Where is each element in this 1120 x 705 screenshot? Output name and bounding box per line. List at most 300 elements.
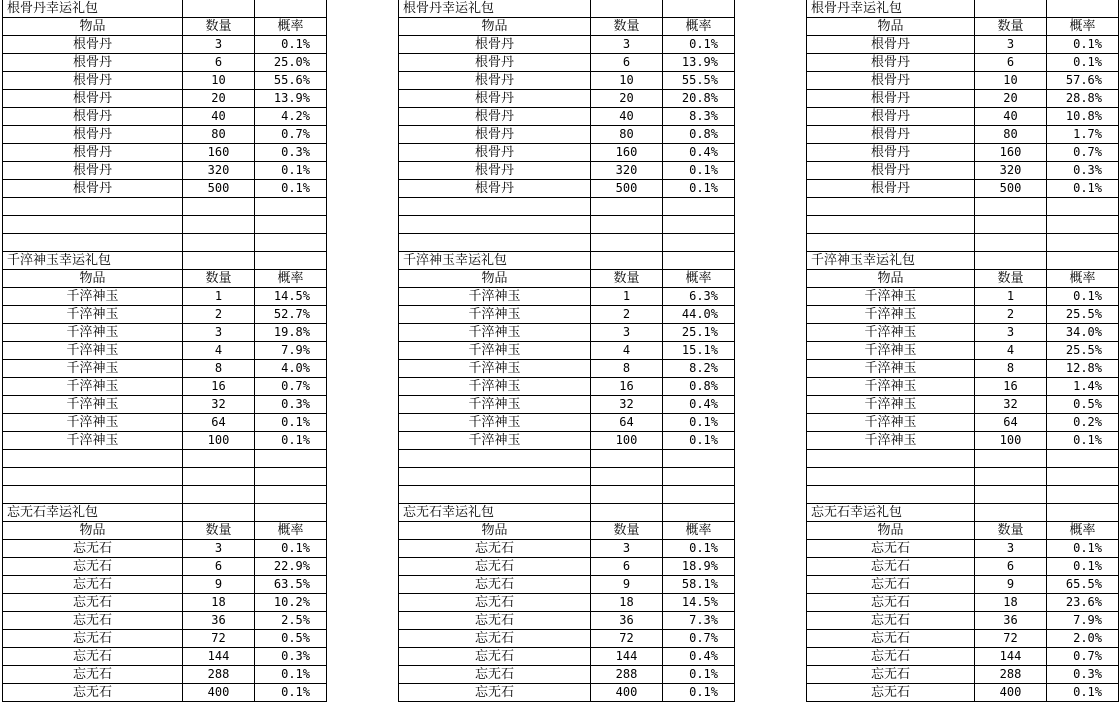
quantity-cell[interactable]: 8 <box>591 360 663 378</box>
item-cell[interactable]: 根骨丹 <box>807 126 975 144</box>
item-cell[interactable]: 千淬神玉 <box>807 396 975 414</box>
empty-cell[interactable] <box>663 198 735 216</box>
item-cell[interactable]: 忘无石 <box>807 576 975 594</box>
quantity-cell[interactable]: 2 <box>975 306 1047 324</box>
empty-cell[interactable] <box>807 234 975 252</box>
quantity-cell[interactable]: 10 <box>183 72 255 90</box>
probability-cell[interactable]: 0.3% <box>255 396 327 414</box>
probability-cell[interactable]: 0.1% <box>663 432 735 450</box>
empty-cell[interactable] <box>807 198 975 216</box>
quantity-cell[interactable]: 2 <box>183 306 255 324</box>
item-cell[interactable]: 忘无石 <box>807 558 975 576</box>
item-cell[interactable]: 忘无石 <box>399 558 591 576</box>
empty-cell[interactable] <box>3 450 183 468</box>
probability-cell[interactable]: 1.4% <box>1047 378 1119 396</box>
empty-cell[interactable] <box>591 0 663 18</box>
empty-cell[interactable] <box>1047 486 1119 504</box>
item-cell[interactable]: 千淬神玉 <box>3 396 183 414</box>
probability-cell[interactable]: 0.1% <box>663 540 735 558</box>
item-cell[interactable]: 根骨丹 <box>807 180 975 198</box>
probability-cell[interactable]: 0.4% <box>663 144 735 162</box>
quantity-cell[interactable]: 6 <box>183 54 255 72</box>
empty-cell[interactable] <box>975 504 1047 522</box>
item-cell[interactable]: 忘无石 <box>399 612 591 630</box>
probability-cell[interactable]: 0.5% <box>255 630 327 648</box>
quantity-cell[interactable]: 20 <box>591 90 663 108</box>
empty-cell[interactable] <box>183 252 255 270</box>
item-cell[interactable]: 根骨丹 <box>807 108 975 126</box>
probability-cell[interactable]: 19.8% <box>255 324 327 342</box>
quantity-cell[interactable]: 3 <box>183 324 255 342</box>
quantity-cell[interactable]: 40 <box>183 108 255 126</box>
quantity-cell[interactable]: 4 <box>975 342 1047 360</box>
probability-cell[interactable]: 2.0% <box>1047 630 1119 648</box>
probability-cell[interactable]: 8.2% <box>663 360 735 378</box>
item-cell[interactable]: 根骨丹 <box>3 180 183 198</box>
quantity-cell[interactable]: 400 <box>975 684 1047 702</box>
empty-cell[interactable] <box>399 234 591 252</box>
probability-cell[interactable]: 55.6% <box>255 72 327 90</box>
header-quantity[interactable]: 数量 <box>591 522 663 540</box>
empty-cell[interactable] <box>3 234 183 252</box>
quantity-cell[interactable]: 100 <box>975 432 1047 450</box>
quantity-cell[interactable]: 36 <box>183 612 255 630</box>
quantity-cell[interactable]: 100 <box>591 432 663 450</box>
item-cell[interactable]: 千淬神玉 <box>399 324 591 342</box>
header-probability[interactable]: 概率 <box>255 522 327 540</box>
item-cell[interactable]: 千淬神玉 <box>399 378 591 396</box>
probability-cell[interactable]: 0.7% <box>1047 144 1119 162</box>
empty-cell[interactable] <box>1047 198 1119 216</box>
quantity-cell[interactable]: 18 <box>591 594 663 612</box>
probability-cell[interactable]: 52.7% <box>255 306 327 324</box>
item-cell[interactable]: 忘无石 <box>3 594 183 612</box>
item-cell[interactable]: 千淬神玉 <box>3 288 183 306</box>
probability-cell[interactable]: 23.6% <box>1047 594 1119 612</box>
probability-cell[interactable]: 0.1% <box>663 666 735 684</box>
item-cell[interactable]: 忘无石 <box>3 684 183 702</box>
empty-cell[interactable] <box>663 450 735 468</box>
probability-cell[interactable]: 0.1% <box>663 162 735 180</box>
empty-cell[interactable] <box>1047 216 1119 234</box>
header-quantity[interactable]: 数量 <box>975 522 1047 540</box>
header-quantity[interactable]: 数量 <box>591 18 663 36</box>
empty-cell[interactable] <box>255 504 327 522</box>
empty-cell[interactable] <box>975 252 1047 270</box>
empty-cell[interactable] <box>255 216 327 234</box>
item-cell[interactable]: 根骨丹 <box>3 90 183 108</box>
quantity-cell[interactable]: 3 <box>591 36 663 54</box>
quantity-cell[interactable]: 6 <box>183 558 255 576</box>
empty-cell[interactable] <box>183 504 255 522</box>
empty-cell[interactable] <box>663 0 735 18</box>
empty-cell[interactable] <box>255 252 327 270</box>
pack-title-wangwushi[interactable]: 忘无石幸运礼包 <box>3 504 183 522</box>
probability-cell[interactable]: 0.8% <box>663 378 735 396</box>
pack-title-wangwushi[interactable]: 忘无石幸运礼包 <box>807 504 975 522</box>
item-cell[interactable]: 忘无石 <box>399 630 591 648</box>
probability-cell[interactable]: 0.3% <box>1047 666 1119 684</box>
quantity-cell[interactable]: 72 <box>591 630 663 648</box>
probability-cell[interactable]: 0.7% <box>255 378 327 396</box>
probability-cell[interactable]: 0.3% <box>255 648 327 666</box>
empty-cell[interactable] <box>3 486 183 504</box>
probability-cell[interactable]: 0.5% <box>1047 396 1119 414</box>
quantity-cell[interactable]: 288 <box>591 666 663 684</box>
probability-cell[interactable]: 6.3% <box>663 288 735 306</box>
empty-cell[interactable] <box>1047 252 1119 270</box>
quantity-cell[interactable]: 9 <box>183 576 255 594</box>
empty-cell[interactable] <box>663 216 735 234</box>
empty-cell[interactable] <box>183 234 255 252</box>
item-cell[interactable]: 忘无石 <box>3 558 183 576</box>
probability-cell[interactable]: 25.5% <box>1047 342 1119 360</box>
empty-cell[interactable] <box>3 198 183 216</box>
item-cell[interactable]: 千淬神玉 <box>399 306 591 324</box>
empty-cell[interactable] <box>255 0 327 18</box>
item-cell[interactable]: 根骨丹 <box>399 54 591 72</box>
empty-cell[interactable] <box>807 468 975 486</box>
header-probability[interactable]: 概率 <box>1047 270 1119 288</box>
quantity-cell[interactable]: 36 <box>975 612 1047 630</box>
item-cell[interactable]: 千淬神玉 <box>807 360 975 378</box>
item-cell[interactable]: 忘无石 <box>807 666 975 684</box>
probability-cell[interactable]: 0.7% <box>1047 648 1119 666</box>
probability-cell[interactable]: 0.4% <box>663 648 735 666</box>
empty-cell[interactable] <box>399 216 591 234</box>
empty-cell[interactable] <box>591 234 663 252</box>
probability-cell[interactable]: 18.9% <box>663 558 735 576</box>
item-cell[interactable]: 根骨丹 <box>399 162 591 180</box>
probability-cell[interactable]: 7.9% <box>1047 612 1119 630</box>
quantity-cell[interactable]: 500 <box>183 180 255 198</box>
item-cell[interactable]: 千淬神玉 <box>807 324 975 342</box>
quantity-cell[interactable]: 100 <box>183 432 255 450</box>
probability-cell[interactable]: 7.3% <box>663 612 735 630</box>
quantity-cell[interactable]: 6 <box>975 558 1047 576</box>
quantity-cell[interactable]: 9 <box>975 576 1047 594</box>
header-probability[interactable]: 概率 <box>663 18 735 36</box>
quantity-cell[interactable]: 80 <box>975 126 1047 144</box>
item-cell[interactable]: 根骨丹 <box>3 144 183 162</box>
header-quantity[interactable]: 数量 <box>591 270 663 288</box>
quantity-cell[interactable]: 500 <box>975 180 1047 198</box>
probability-cell[interactable]: 25.1% <box>663 324 735 342</box>
probability-cell[interactable]: 7.9% <box>255 342 327 360</box>
empty-cell[interactable] <box>183 468 255 486</box>
item-cell[interactable]: 千淬神玉 <box>3 342 183 360</box>
quantity-cell[interactable]: 8 <box>183 360 255 378</box>
item-cell[interactable]: 千淬神玉 <box>399 432 591 450</box>
quantity-cell[interactable]: 16 <box>975 378 1047 396</box>
pack-title-genggudan[interactable]: 根骨丹幸运礼包 <box>3 0 183 18</box>
header-probability[interactable]: 概率 <box>1047 18 1119 36</box>
probability-cell[interactable]: 13.9% <box>663 54 735 72</box>
empty-cell[interactable] <box>1047 450 1119 468</box>
quantity-cell[interactable]: 2 <box>591 306 663 324</box>
item-cell[interactable]: 忘无石 <box>399 648 591 666</box>
quantity-cell[interactable]: 8 <box>975 360 1047 378</box>
item-cell[interactable]: 根骨丹 <box>3 162 183 180</box>
probability-cell[interactable]: 44.0% <box>663 306 735 324</box>
probability-cell[interactable]: 0.1% <box>255 666 327 684</box>
item-cell[interactable]: 忘无石 <box>399 540 591 558</box>
quantity-cell[interactable]: 1 <box>591 288 663 306</box>
probability-cell[interactable]: 0.8% <box>663 126 735 144</box>
quantity-cell[interactable]: 144 <box>183 648 255 666</box>
empty-cell[interactable] <box>3 468 183 486</box>
item-cell[interactable]: 千淬神玉 <box>3 414 183 432</box>
quantity-cell[interactable]: 72 <box>183 630 255 648</box>
header-probability[interactable]: 概率 <box>255 18 327 36</box>
item-cell[interactable]: 根骨丹 <box>3 126 183 144</box>
item-cell[interactable]: 忘无石 <box>399 684 591 702</box>
header-quantity[interactable]: 数量 <box>975 270 1047 288</box>
empty-cell[interactable] <box>975 486 1047 504</box>
probability-cell[interactable]: 65.5% <box>1047 576 1119 594</box>
quantity-cell[interactable]: 1 <box>975 288 1047 306</box>
empty-cell[interactable] <box>975 450 1047 468</box>
probability-cell[interactable]: 58.1% <box>663 576 735 594</box>
quantity-cell[interactable]: 3 <box>183 540 255 558</box>
empty-cell[interactable] <box>3 216 183 234</box>
quantity-cell[interactable]: 64 <box>975 414 1047 432</box>
empty-cell[interactable] <box>975 198 1047 216</box>
quantity-cell[interactable]: 500 <box>591 180 663 198</box>
quantity-cell[interactable]: 64 <box>591 414 663 432</box>
quantity-cell[interactable]: 18 <box>975 594 1047 612</box>
empty-cell[interactable] <box>591 504 663 522</box>
quantity-cell[interactable]: 160 <box>183 144 255 162</box>
header-item[interactable]: 物品 <box>807 18 975 36</box>
item-cell[interactable]: 根骨丹 <box>807 72 975 90</box>
empty-cell[interactable] <box>183 216 255 234</box>
probability-cell[interactable]: 0.3% <box>255 144 327 162</box>
empty-cell[interactable] <box>255 450 327 468</box>
item-cell[interactable]: 千淬神玉 <box>399 414 591 432</box>
probability-cell[interactable]: 0.1% <box>255 414 327 432</box>
quantity-cell[interactable]: 3 <box>975 36 1047 54</box>
item-cell[interactable]: 忘无石 <box>3 612 183 630</box>
item-cell[interactable]: 千淬神玉 <box>3 378 183 396</box>
item-cell[interactable]: 忘无石 <box>3 666 183 684</box>
quantity-cell[interactable]: 72 <box>975 630 1047 648</box>
quantity-cell[interactable]: 32 <box>591 396 663 414</box>
pack-title-wangwushi[interactable]: 忘无石幸运礼包 <box>399 504 591 522</box>
item-cell[interactable]: 千淬神玉 <box>399 360 591 378</box>
quantity-cell[interactable]: 10 <box>975 72 1047 90</box>
quantity-cell[interactable]: 160 <box>591 144 663 162</box>
empty-cell[interactable] <box>807 486 975 504</box>
header-item[interactable]: 物品 <box>807 522 975 540</box>
empty-cell[interactable] <box>399 468 591 486</box>
item-cell[interactable]: 千淬神玉 <box>3 360 183 378</box>
quantity-cell[interactable]: 36 <box>591 612 663 630</box>
quantity-cell[interactable]: 6 <box>591 558 663 576</box>
probability-cell[interactable]: 10.2% <box>255 594 327 612</box>
probability-cell[interactable]: 0.1% <box>255 36 327 54</box>
probability-cell[interactable]: 0.1% <box>1047 288 1119 306</box>
probability-cell[interactable]: 0.1% <box>1047 54 1119 72</box>
empty-cell[interactable] <box>663 234 735 252</box>
empty-cell[interactable] <box>399 450 591 468</box>
quantity-cell[interactable]: 16 <box>183 378 255 396</box>
probability-cell[interactable]: 0.1% <box>255 180 327 198</box>
empty-cell[interactable] <box>663 252 735 270</box>
probability-cell[interactable]: 10.8% <box>1047 108 1119 126</box>
probability-cell[interactable]: 0.1% <box>255 540 327 558</box>
empty-cell[interactable] <box>807 450 975 468</box>
header-item[interactable]: 物品 <box>3 18 183 36</box>
probability-cell[interactable]: 15.1% <box>663 342 735 360</box>
quantity-cell[interactable]: 3 <box>183 36 255 54</box>
quantity-cell[interactable]: 3 <box>591 324 663 342</box>
empty-cell[interactable] <box>1047 468 1119 486</box>
empty-cell[interactable] <box>663 486 735 504</box>
pack-title-qiancui-shenyu[interactable]: 千淬神玉幸运礼包 <box>3 252 183 270</box>
item-cell[interactable]: 忘无石 <box>807 594 975 612</box>
quantity-cell[interactable]: 20 <box>975 90 1047 108</box>
empty-cell[interactable] <box>591 216 663 234</box>
header-item[interactable]: 物品 <box>399 270 591 288</box>
item-cell[interactable]: 千淬神玉 <box>807 432 975 450</box>
header-probability[interactable]: 概率 <box>663 522 735 540</box>
probability-cell[interactable]: 20.8% <box>663 90 735 108</box>
probability-cell[interactable]: 0.1% <box>663 684 735 702</box>
item-cell[interactable]: 根骨丹 <box>807 36 975 54</box>
item-cell[interactable]: 千淬神玉 <box>807 306 975 324</box>
probability-cell[interactable]: 28.8% <box>1047 90 1119 108</box>
quantity-cell[interactable]: 3 <box>591 540 663 558</box>
quantity-cell[interactable]: 1 <box>183 288 255 306</box>
empty-cell[interactable] <box>975 468 1047 486</box>
quantity-cell[interactable]: 6 <box>975 54 1047 72</box>
item-cell[interactable]: 忘无石 <box>3 648 183 666</box>
item-cell[interactable]: 根骨丹 <box>3 72 183 90</box>
empty-cell[interactable] <box>255 234 327 252</box>
quantity-cell[interactable]: 9 <box>591 576 663 594</box>
pack-title-qiancui-shenyu[interactable]: 千淬神玉幸运礼包 <box>399 252 591 270</box>
probability-cell[interactable]: 0.1% <box>1047 558 1119 576</box>
probability-cell[interactable]: 0.1% <box>1047 180 1119 198</box>
item-cell[interactable]: 忘无石 <box>399 576 591 594</box>
item-cell[interactable]: 根骨丹 <box>399 180 591 198</box>
item-cell[interactable]: 忘无石 <box>807 630 975 648</box>
header-probability[interactable]: 概率 <box>663 270 735 288</box>
empty-cell[interactable] <box>975 0 1047 18</box>
empty-cell[interactable] <box>663 504 735 522</box>
item-cell[interactable]: 忘无石 <box>3 576 183 594</box>
quantity-cell[interactable]: 32 <box>183 396 255 414</box>
quantity-cell[interactable]: 288 <box>975 666 1047 684</box>
probability-cell[interactable]: 12.8% <box>1047 360 1119 378</box>
empty-cell[interactable] <box>255 468 327 486</box>
item-cell[interactable]: 忘无石 <box>399 666 591 684</box>
probability-cell[interactable]: 0.3% <box>1047 162 1119 180</box>
probability-cell[interactable]: 34.0% <box>1047 324 1119 342</box>
quantity-cell[interactable]: 18 <box>183 594 255 612</box>
empty-cell[interactable] <box>255 486 327 504</box>
quantity-cell[interactable]: 288 <box>183 666 255 684</box>
quantity-cell[interactable]: 16 <box>591 378 663 396</box>
probability-cell[interactable]: 4.0% <box>255 360 327 378</box>
probability-cell[interactable]: 0.1% <box>1047 684 1119 702</box>
probability-cell[interactable]: 14.5% <box>255 288 327 306</box>
probability-cell[interactable]: 1.7% <box>1047 126 1119 144</box>
item-cell[interactable]: 忘无石 <box>807 684 975 702</box>
quantity-cell[interactable]: 400 <box>183 684 255 702</box>
quantity-cell[interactable]: 40 <box>975 108 1047 126</box>
quantity-cell[interactable]: 80 <box>591 126 663 144</box>
item-cell[interactable]: 千淬神玉 <box>807 378 975 396</box>
quantity-cell[interactable]: 64 <box>183 414 255 432</box>
empty-cell[interactable] <box>591 450 663 468</box>
quantity-cell[interactable]: 32 <box>975 396 1047 414</box>
quantity-cell[interactable]: 144 <box>975 648 1047 666</box>
probability-cell[interactable]: 0.7% <box>255 126 327 144</box>
probability-cell[interactable]: 0.7% <box>663 630 735 648</box>
header-item[interactable]: 物品 <box>399 18 591 36</box>
header-quantity[interactable]: 数量 <box>183 270 255 288</box>
probability-cell[interactable]: 0.1% <box>663 36 735 54</box>
empty-cell[interactable] <box>591 198 663 216</box>
item-cell[interactable]: 根骨丹 <box>807 90 975 108</box>
empty-cell[interactable] <box>975 216 1047 234</box>
item-cell[interactable]: 忘无石 <box>807 648 975 666</box>
quantity-cell[interactable]: 4 <box>183 342 255 360</box>
item-cell[interactable]: 根骨丹 <box>3 108 183 126</box>
quantity-cell[interactable]: 144 <box>591 648 663 666</box>
empty-cell[interactable] <box>1047 504 1119 522</box>
empty-cell[interactable] <box>591 486 663 504</box>
item-cell[interactable]: 根骨丹 <box>3 54 183 72</box>
item-cell[interactable]: 忘无石 <box>3 540 183 558</box>
empty-cell[interactable] <box>255 198 327 216</box>
pack-title-genggudan[interactable]: 根骨丹幸运礼包 <box>807 0 975 18</box>
item-cell[interactable]: 根骨丹 <box>807 54 975 72</box>
item-cell[interactable]: 根骨丹 <box>3 36 183 54</box>
probability-cell[interactable]: 0.1% <box>255 432 327 450</box>
quantity-cell[interactable]: 4 <box>591 342 663 360</box>
probability-cell[interactable]: 0.1% <box>663 180 735 198</box>
header-item[interactable]: 物品 <box>399 522 591 540</box>
empty-cell[interactable] <box>1047 234 1119 252</box>
item-cell[interactable]: 千淬神玉 <box>399 396 591 414</box>
item-cell[interactable]: 千淬神玉 <box>399 342 591 360</box>
item-cell[interactable]: 根骨丹 <box>399 90 591 108</box>
item-cell[interactable]: 根骨丹 <box>807 144 975 162</box>
quantity-cell[interactable]: 20 <box>183 90 255 108</box>
quantity-cell[interactable]: 400 <box>591 684 663 702</box>
quantity-cell[interactable]: 3 <box>975 540 1047 558</box>
header-item[interactable]: 物品 <box>3 270 183 288</box>
item-cell[interactable]: 千淬神玉 <box>399 288 591 306</box>
quantity-cell[interactable]: 320 <box>183 162 255 180</box>
quantity-cell[interactable]: 80 <box>183 126 255 144</box>
probability-cell[interactable]: 0.1% <box>1047 540 1119 558</box>
item-cell[interactable]: 千淬神玉 <box>807 342 975 360</box>
item-cell[interactable]: 根骨丹 <box>399 108 591 126</box>
probability-cell[interactable]: 0.2% <box>1047 414 1119 432</box>
empty-cell[interactable] <box>1047 0 1119 18</box>
header-item[interactable]: 物品 <box>3 522 183 540</box>
empty-cell[interactable] <box>591 468 663 486</box>
empty-cell[interactable] <box>663 468 735 486</box>
item-cell[interactable]: 忘无石 <box>807 612 975 630</box>
empty-cell[interactable] <box>183 0 255 18</box>
header-quantity[interactable]: 数量 <box>975 18 1047 36</box>
empty-cell[interactable] <box>807 216 975 234</box>
